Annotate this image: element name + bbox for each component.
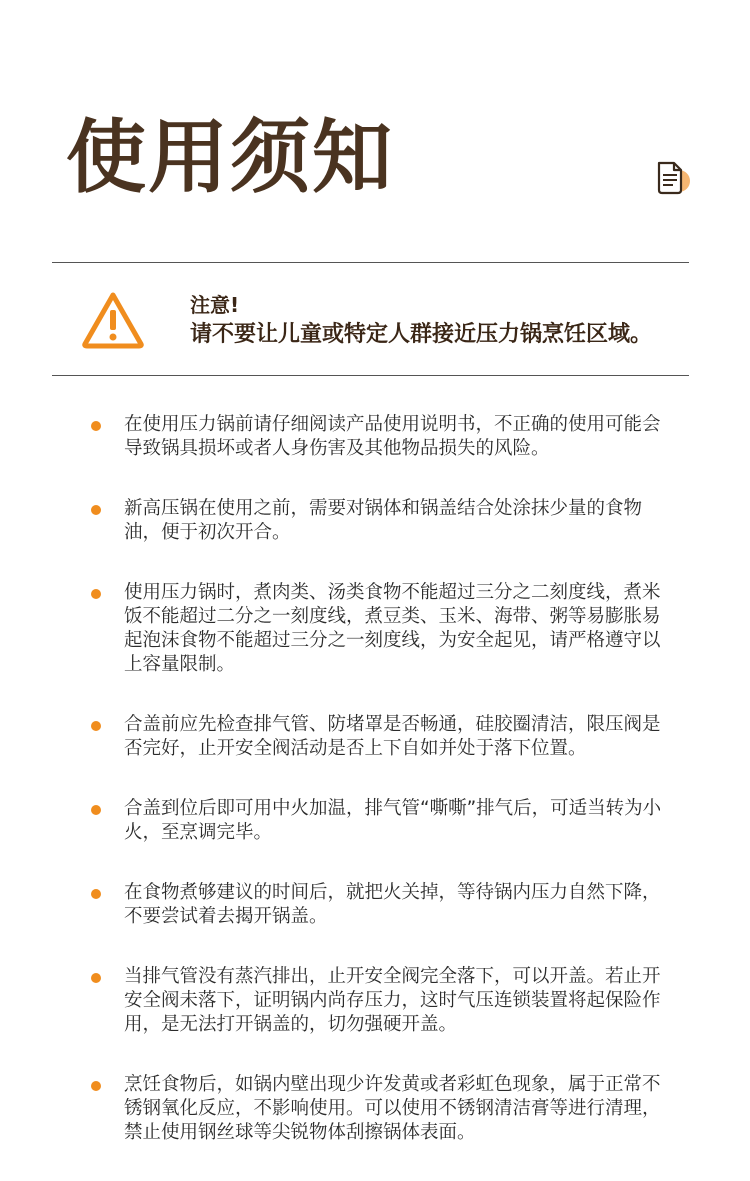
bullet-dot (91, 1081, 101, 1091)
warning-body: 请不要让儿童或特定人群接近压力锅烹饪区域。 (190, 322, 653, 347)
bullet-dot (91, 589, 101, 599)
list-item (0, 965, 750, 1037)
list-item-text: 合盖到位后即可用中火加温，排气管“嘶嘶”排气后，可适当转为小火，至烹调完毕。 (124, 798, 662, 843)
divider-bottom (52, 375, 689, 376)
list-item (0, 881, 750, 929)
list-item (0, 497, 750, 545)
list-item (0, 1073, 750, 1145)
warning-notice (190, 292, 652, 350)
bullet-dot (91, 421, 101, 431)
list-item (0, 413, 750, 461)
bullet-dot (91, 505, 101, 515)
divider-top (52, 262, 689, 263)
warning-title: 注意! (190, 293, 240, 317)
bullet-dot (91, 889, 101, 899)
page-title: 使用须知 (66, 111, 394, 204)
list-item-text: 合盖前应先检查排气管、防堵罩是否畅通，硅胶圈清洁，限压阀是否完好，止开安全阀活动是否上下自如并处于落下位置。 (124, 714, 661, 759)
list-item (0, 713, 750, 761)
bullet-dot (91, 805, 101, 815)
list-item (0, 797, 750, 845)
list-item-text: 新高压锅在使用之前，需要对锅体和锅盖结合处涂抹少量的食物油，便于初次开合。 (124, 498, 643, 543)
list-item-text: 在使用压力锅前请仔细阅读产品使用说明书，不正确的使用可能会导致锅具损坏或者人身伤害及其他物品损失的风险。 (124, 414, 661, 459)
warning-triangle-icon (80, 290, 146, 350)
bullet-dot (91, 973, 101, 983)
list-item-text: 当排气管没有蒸汽排出，止开安全阀完全落下，可以开盖。若止开安全阀未落下，证明锅内尚存压力，这时气压连锁装置将起保险作用，是无法打开锅盖的，切勿强硬开盖。 (124, 966, 661, 1035)
list-item (0, 581, 750, 677)
document-icon (652, 158, 692, 198)
list-item-text: 在食物煮够建议的时间后，就把火关掉，等待锅内压力自然下降，不要尝试着去揭开锅盖。 (124, 882, 661, 927)
list-item-text: 使用压力锅时，煮肉类、汤类食物不能超过三分之二刻度线，煮米饭不能超过二分之一刻度线，煮豆类、玉米、海带、粥等易膨胀易起泡沫食物不能超过三分之一刻度线，为安全起见，请严格遵守以上容量限制。 (124, 582, 661, 675)
instruction-list (0, 413, 750, 1181)
bullet-dot (91, 721, 101, 731)
list-item-text: 烹饪食物后，如锅内壁出现少许发黄或者彩虹色现象，属于正常不锈钢氧化反应，不影响使用。可以使用不锈钢清洁膏等进行清理，禁止使用钢丝球等尖锐物体刮擦锅体表面。 (124, 1074, 661, 1143)
